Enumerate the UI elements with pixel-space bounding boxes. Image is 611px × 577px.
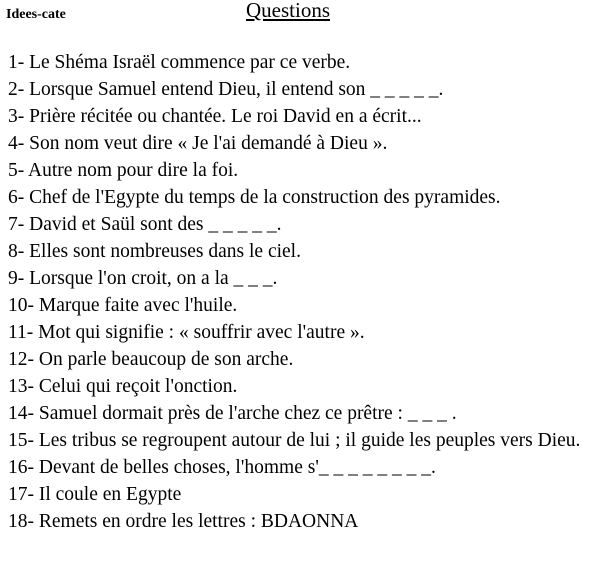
question-item: 7- David et Saül sont des _ _ _ _ _.	[8, 214, 282, 235]
question-item: 11- Mot qui signifie : « souffrir avec l'autre ».	[8, 322, 365, 343]
question-item: 8- Elles sont nombreuses dans le ciel.	[8, 241, 301, 262]
page-title: Questions	[246, 0, 330, 22]
question-item: 1- Le Shéma Israël commence par ce verbe.	[8, 52, 351, 73]
question-item: 4- Son nom veut dire « Je l'ai demandé à Dieu ».	[8, 133, 388, 154]
question-item: 5- Autre nom pour dire la foi.	[8, 160, 239, 181]
question-item: 3- Prière récitée ou chantée. Le roi David en a écrit...	[8, 106, 422, 127]
question-item: 6- Chef de l'Egypte du temps de la construction des pyramides.	[8, 187, 501, 208]
question-item: 14- Samuel dormait près de l'arche chez ce prêtre : _ _ _ .	[8, 403, 457, 424]
question-list	[8, 49, 608, 535]
question-item: 15- Les tribus se regroupent autour de lui ; il guide les peuples vers Dieu.	[8, 430, 581, 451]
question-item: 12- On parle beaucoup de son arche.	[8, 349, 294, 370]
question-item: 18- Remets en ordre les lettres : BDAONNA	[8, 511, 359, 532]
brand-label: Idees-cate	[6, 7, 66, 22]
question-item: 13- Celui qui reçoit l'onction.	[8, 376, 238, 397]
question-item: 9- Lorsque l'on croit, on a la _ _ _.	[8, 268, 278, 289]
question-item: 2- Lorsque Samuel entend Dieu, il entend son _ _ _ _ _.	[8, 79, 444, 100]
question-item: 17- Il coule en Egypte	[8, 484, 182, 505]
question-item: 16- Devant de belles choses, l'homme s'_ _ _ _ _ _ _ _.	[8, 457, 436, 478]
question-item: 10- Marque faite avec l'huile.	[8, 295, 238, 316]
